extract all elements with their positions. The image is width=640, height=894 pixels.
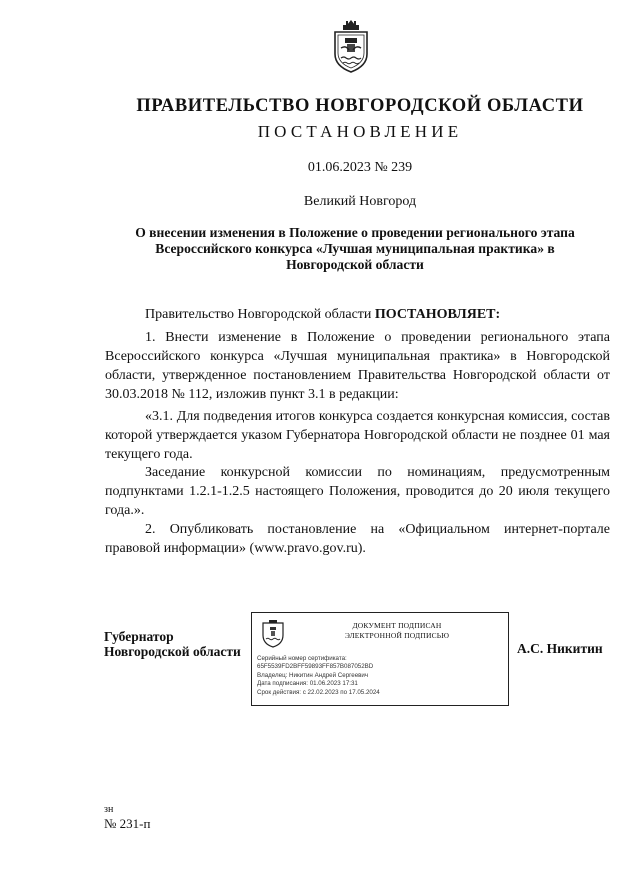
stamp-coat-of-arms-icon [260,619,286,649]
executor-mark: зн [104,804,114,815]
electronic-signature-stamp [251,612,509,706]
document-footer [104,803,150,831]
document-date-number: 01.06.2023 № 239 [307,160,413,175]
stamp-heading-line1: ДОКУМЕНТ ПОДПИСАН [352,621,442,630]
signatory-position-line1: Губернатор [104,629,174,644]
signatory-name: А.С. Никитин [517,641,603,656]
lead-text: Правительство Новгородской области [145,307,375,322]
paragraph-item-1: 1. Внести изменение в Положение о проведении регионального этапа Всероссийского конкурса «Лучшая муниципальная практика» в Новгородской области, утвержденное постановлением Правительства Новгородской области от 30.03.2018 № 112, изложив пункт 3.1 в редакции: [105,330,610,402]
paragraph-quote-2: Заседание конкурсной комиссии по номинациям, предусмотренным подпунктами 1.2.1-1.2.5 настоящего Положения, проводится до 20 июля текущего года.». [105,465,610,518]
document-city: Великий Новгород [303,194,417,209]
document-type: ПОСТАНОВЛЕНИЕ [257,122,463,141]
lead-verb: ПОСТАНОВЛЯЕТ: [374,307,501,322]
signatory-position [104,629,241,659]
paragraph-quote-1: «3.1. Для подведения итогов конкурса создается конкурсная комиссия, состав которой утверждается указом Губернатора Новгородской области не позднее 01 мая текущего года. [105,409,610,462]
stamp-sign-date: Дата подписания: 01.06.2023 17:31 [257,680,358,688]
footer-reference: № 231-п [104,816,151,831]
government-title: ПРАВИТЕЛЬСТВО НОВГОРОДСКОЙ ОБЛАСТИ [136,96,584,116]
stamp-owner: Владелец: Никитин Андрей Сергеевич [257,671,369,679]
stamp-heading-line2: ЭЛЕКТРОННОЙ ПОДПИСЬЮ [344,631,450,640]
document-subject: О внесении изменения в Положение о проведении регионального этапа Всероссийского конкурса «Лучшая муниципальная практика» в Новгородской области [135,225,575,272]
signatory-position-line2: Новгородской области [104,644,241,659]
stamp-validity: Срок действия: с 22.02.2023 по 17.05.2024 [257,688,380,696]
stamp-cert-label: Серийный номер сертификата: [257,655,347,662]
lead-paragraph [105,305,610,324]
paragraph-item-2: 2. Опубликовать постановление на «Официальном интернет-портале правовой информации» (www.pravo.gov.ru). [105,522,610,556]
novgorod-coat-of-arms-icon [329,18,373,74]
stamp-cert-number: 65F5539FD2BFF59893FF857B087052BD [257,663,374,671]
stamp-heading [292,621,502,641]
stamp-details [257,655,380,697]
